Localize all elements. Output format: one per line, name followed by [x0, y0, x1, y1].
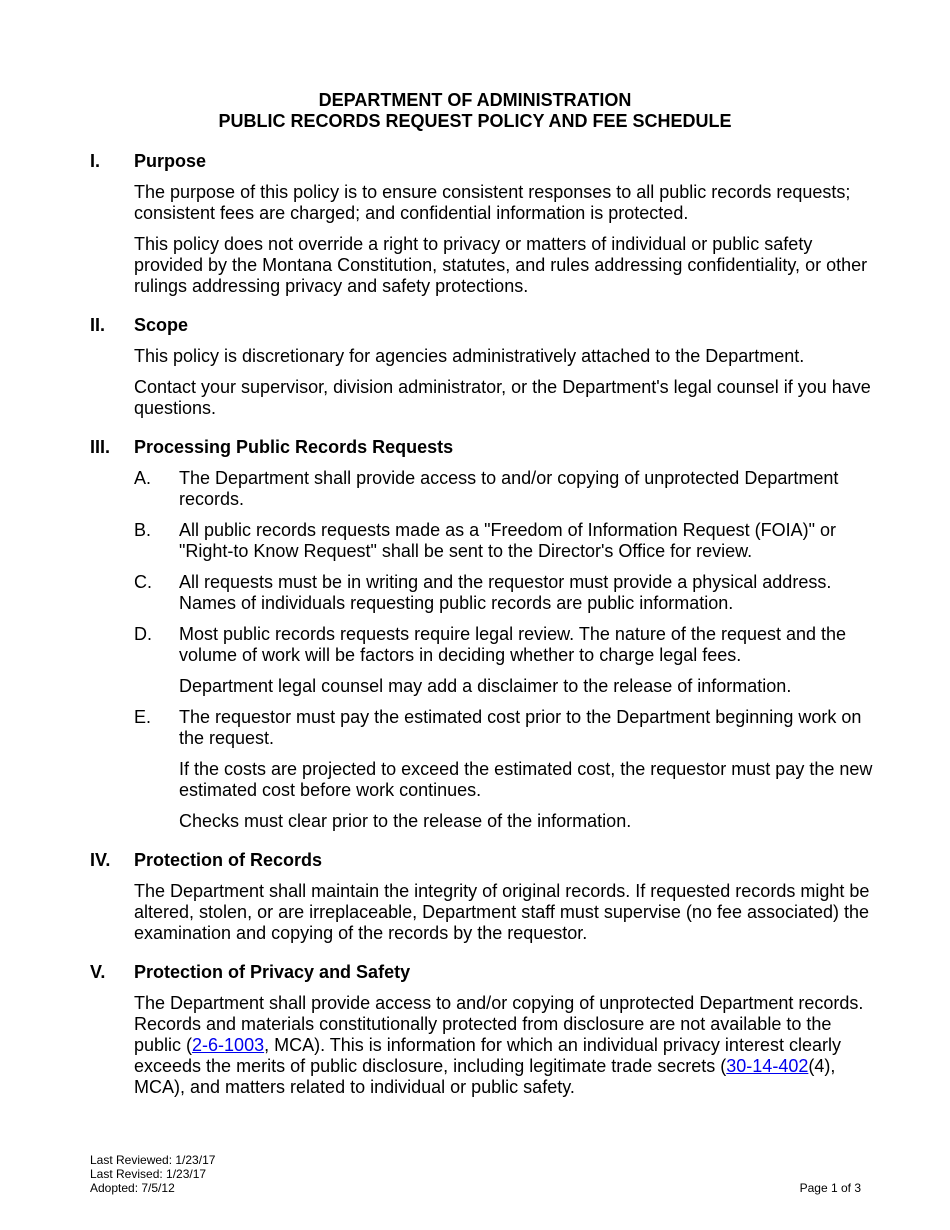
- list-item-e-note-1: If the costs are projected to exceed the estimated cost, the requestor must pay the new estimated cost before work continues.: [179, 759, 873, 800]
- purpose-paragraph-2: This policy does not override a right to privacy or matters of individual or public safety provided by the Montana Constitution, statutes, and rules addressing confidentiality, or other rulings addressing privacy and safety protections.: [134, 234, 868, 296]
- purpose-paragraph-1: The purpose of this policy is to ensure consistent responses to all public records requests; consistent fees are charged; and confidential information is protected.: [134, 182, 851, 223]
- section-title: Protection of Privacy and Safety: [134, 962, 411, 982]
- list-item-d-note: Department legal counsel may add a disclaimer to the release of information.: [179, 676, 792, 696]
- section-heading-purpose: [90, 151, 880, 172]
- protection-records-paragraph: The Department shall maintain the integrity of original records. If requested records might be altered, stolen, or are irreplaceable, Department staff must supervise (no fee associated) the examination and copying of the records by the requestor.: [134, 881, 870, 943]
- title-line-2: PUBLIC RECORDS REQUEST POLICY AND FEE SCHEDULE: [218, 111, 732, 131]
- section-title: Purpose: [134, 151, 207, 171]
- list-letter: B.: [134, 520, 152, 540]
- section-number: II.: [90, 315, 106, 335]
- last-revised: Last Revised: 1/23/17: [90, 1167, 207, 1181]
- section-heading-privacy-safety: [90, 962, 880, 983]
- list-letter: A.: [134, 468, 152, 488]
- section-heading-processing: [90, 437, 880, 458]
- document-title: [0, 90, 950, 132]
- list-text: The requestor must pay the estimated cost prior to the Department beginning work on the request.: [179, 707, 862, 748]
- section-title: Protection of Records: [134, 850, 323, 870]
- adopted-date: Adopted: 7/5/12: [90, 1181, 175, 1195]
- section-number: III.: [90, 437, 111, 457]
- footer-dates: [90, 1153, 215, 1195]
- list-text: All public records requests made as a "Freedom of Information Request (FOIA)" or "Right-to Know Request" shall be sent to the Director's Office for review.: [179, 520, 837, 561]
- scope-paragraph-1: This policy is discretionary for agencies administratively attached to the Department.: [134, 346, 805, 366]
- section-heading-protection-records: [90, 850, 880, 871]
- list-item-e-note-2: Checks must clear prior to the release of the information.: [179, 811, 632, 831]
- list-item-a: [134, 468, 880, 510]
- page-number: Page 1 of 3: [799, 1181, 861, 1195]
- title-line-1: DEPARTMENT OF ADMINISTRATION: [318, 90, 632, 110]
- list-item-d: [134, 624, 880, 666]
- section-number: V.: [90, 962, 106, 982]
- statute-link-2-6-1003[interactable]: 2-6-1003: [192, 1035, 265, 1055]
- list-item-e: [134, 707, 880, 749]
- paragraph-text: The Department shall provide access to and/or copying of unprotected Department records. Records and materials constitutionally protected from disclosure are not available to the public (: [134, 993, 864, 1055]
- list-item-c: [134, 572, 880, 614]
- section-title: Processing Public Records Requests: [134, 437, 454, 457]
- section-heading-scope: [90, 315, 880, 336]
- list-item-b: [134, 520, 880, 562]
- paragraph-text: (4), MCA), and matters related to individual or public safety.: [134, 1056, 836, 1097]
- last-reviewed: Last Reviewed: 1/23/17: [90, 1153, 216, 1167]
- privacy-safety-paragraph: [134, 993, 880, 1098]
- list-text: All requests must be in writing and the requestor must provide a physical address. Names of individuals requesting public records are public information.: [179, 572, 832, 613]
- section-number: I.: [90, 151, 101, 171]
- list-letter: E.: [134, 707, 152, 727]
- list-letter: D.: [134, 624, 152, 644]
- paragraph-text: , MCA). This is information for which an individual privacy interest clearly exceeds the merits of public disclosure, including legitimate trade secrets (: [134, 1035, 841, 1076]
- scope-paragraph-2: Contact your supervisor, division administrator, or the Department's legal counsel if you have questions.: [134, 377, 871, 418]
- section-title: Scope: [134, 315, 189, 335]
- list-letter: C.: [134, 572, 152, 592]
- list-text: The Department shall provide access to and/or copying of unprotected Department records.: [179, 468, 839, 509]
- document-body: [90, 151, 880, 1108]
- section-number: IV.: [90, 850, 111, 870]
- list-text: Most public records requests require legal review. The nature of the request and the volume of work will be factors in deciding whether to charge legal fees.: [179, 624, 847, 665]
- statute-link-30-14-402[interactable]: 30-14-402: [726, 1056, 809, 1076]
